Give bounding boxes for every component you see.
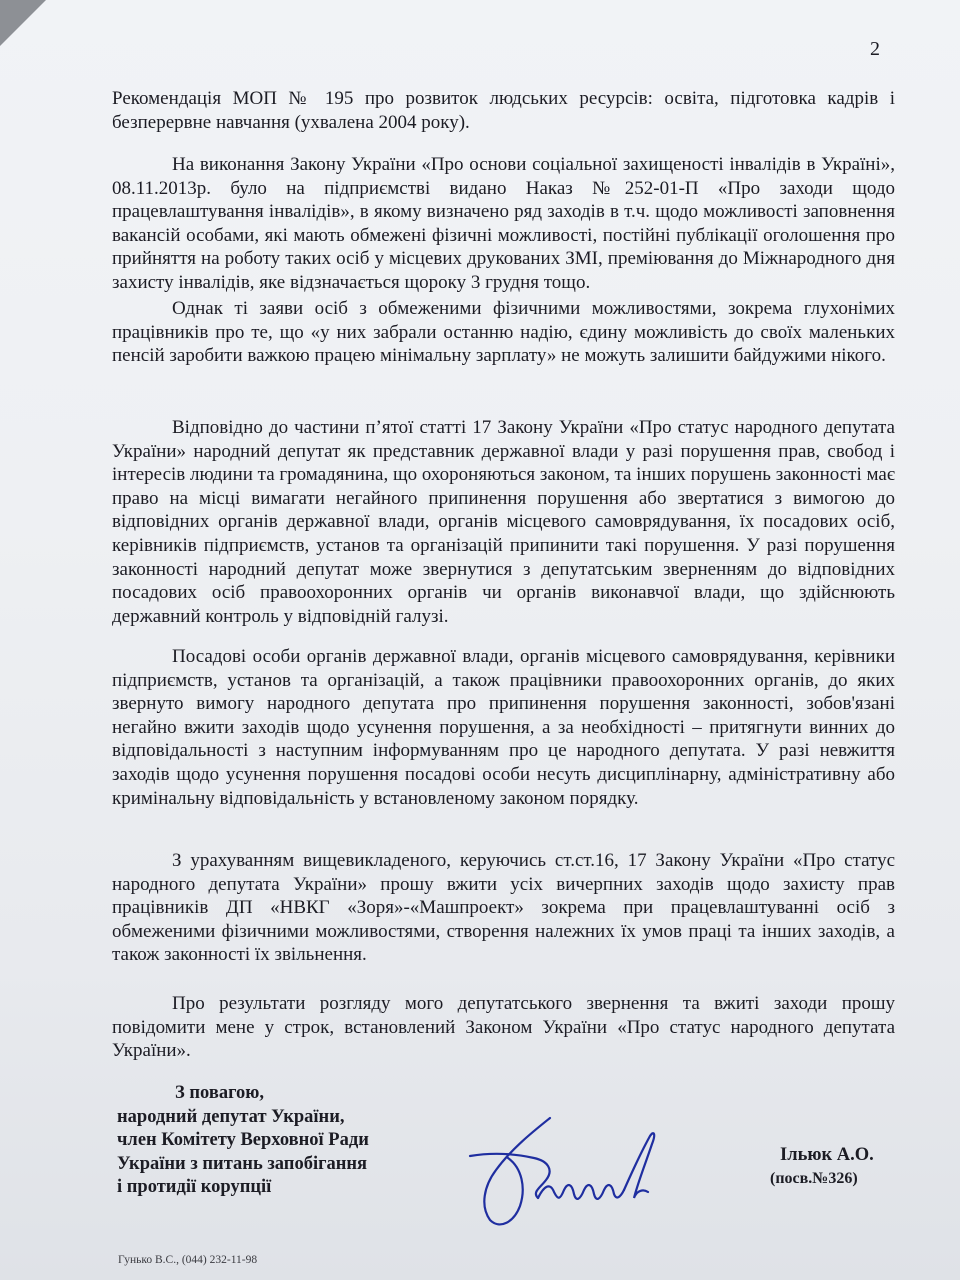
closing-title-line: і протидії корупції — [117, 1177, 272, 1197]
closing-title-line: народний депутат України, — [117, 1106, 345, 1127]
paragraph-officials-duties: Посадові особи органів державної влади, органів місцевого самоврядування, керівники підприємств, установ та організацій, а також працівники правоохоронних органів, до яких звернуто вимогу народного депутата про припинення порушення законності, зобов'язані негайно вжити заходів щодо усунення порушення, а за необхідності – притягнути винних до відповідальності з наступним інформуванням про це народного депутата. У разі невжиття заходів щодо усунення порушення посадові особи несуть дисциплінарну, адміністративну або кримінальну відповідальність у встановленому законом порядку. — [112, 646, 895, 809]
signer-name: Ільюк А.О. — [780, 1145, 874, 1165]
page-corner-shadow — [0, 0, 46, 46]
paragraph-ilo-recommendation: Рекомендація МОП № 195 про розвиток людських ресурсів: освіта, підготовка кадрів і безперервне навчання (ухвалена 2004 року). — [112, 88, 895, 133]
footer-contact: Гунько В.С., (044) 232-11-98 — [118, 1254, 258, 1266]
page-number: 2 — [870, 38, 880, 60]
paragraph-worker-statements: Однак ті заяви осіб з обмеженими фізичними можливостями, зокрема глухонімих працівників про те, що «у них забрали останню надію, єдину можливість до своїх маленьких пенсій заробити важкою працею мінімальну зарплату» не можуть залишити байдужими нікого. — [112, 298, 895, 367]
paragraph-deputy-rights: Відповідно до частини п’ятої статті 17 Закону України «Про статус народного депутата України» народний депутат як представник державної влади у разі порушення прав, свобод і інтересів людини та громадянина, що охороняються законом, та інших порушень законності має право на місці вимагати негайного припинення порушення або звертатися з вимогою до відповідних органів державної влади, органів місцевого самоврядування, їх посадових осіб, керівників підприємств, установ та організацій припинити такі порушення. У разі порушення законності народний депутат може звернутися з депутатським зверненням до відповідних посадових осіб правоохоронних органів чи органів виконавчої влади, що здійснюють державний контроль у відповідній галузі. — [112, 417, 895, 627]
closing-block — [117, 1082, 447, 1200]
paragraph-request: З урахуванням вищевикладеного, керуючись ст.ст.16, 17 Закону України «Про статус народного депутата України» прошу вжити усіх вичерпних заходів щодо захисту прав працівників ДП «НВКГ «Зоря»-«Машпроект» зокрема при працевлаштуванні осіб з обмеженими фізичними можливостями, створення належних їх умов праці та інших заходів, а також законності їх звільнення. — [112, 850, 895, 966]
signer-id: (посв.№326) — [770, 1170, 858, 1187]
closing-title-line: України з питань запобігання — [117, 1153, 368, 1174]
signer-block — [770, 1143, 874, 1191]
closing-title-line: член Комітету Верховної Ради — [117, 1130, 369, 1150]
closing-greeting: З повагою, — [175, 1083, 265, 1103]
paragraph-reply-request: Про результати розгляду мого депутатського звернення та вжиті заходи прошу повідомити мене у строк, встановлений Законом України «Про статус народного депутата України». — [112, 993, 895, 1062]
paragraph-employment-order: На виконання Закону України «Про основи соціальної захищеності інвалідів в Україні», 08.11.2013р. було на підприємстві видано Наказ №252-01-П «Про заходи щодо працевлаштування інвалідів», в якому визначено ряд заходів в т.ч. щодо можливості заповнення вакансій особами, які мають обмежені фізичні можливості, постійні публікації оголошення про прийняття на роботу таких осіб у місцевих друкованих ЗМІ, преміювання до Міжнародного дня захисту інвалідів, яке відзначається щороку 3 грудня тощо. — [112, 154, 895, 293]
handwritten-signature — [450, 1096, 680, 1236]
